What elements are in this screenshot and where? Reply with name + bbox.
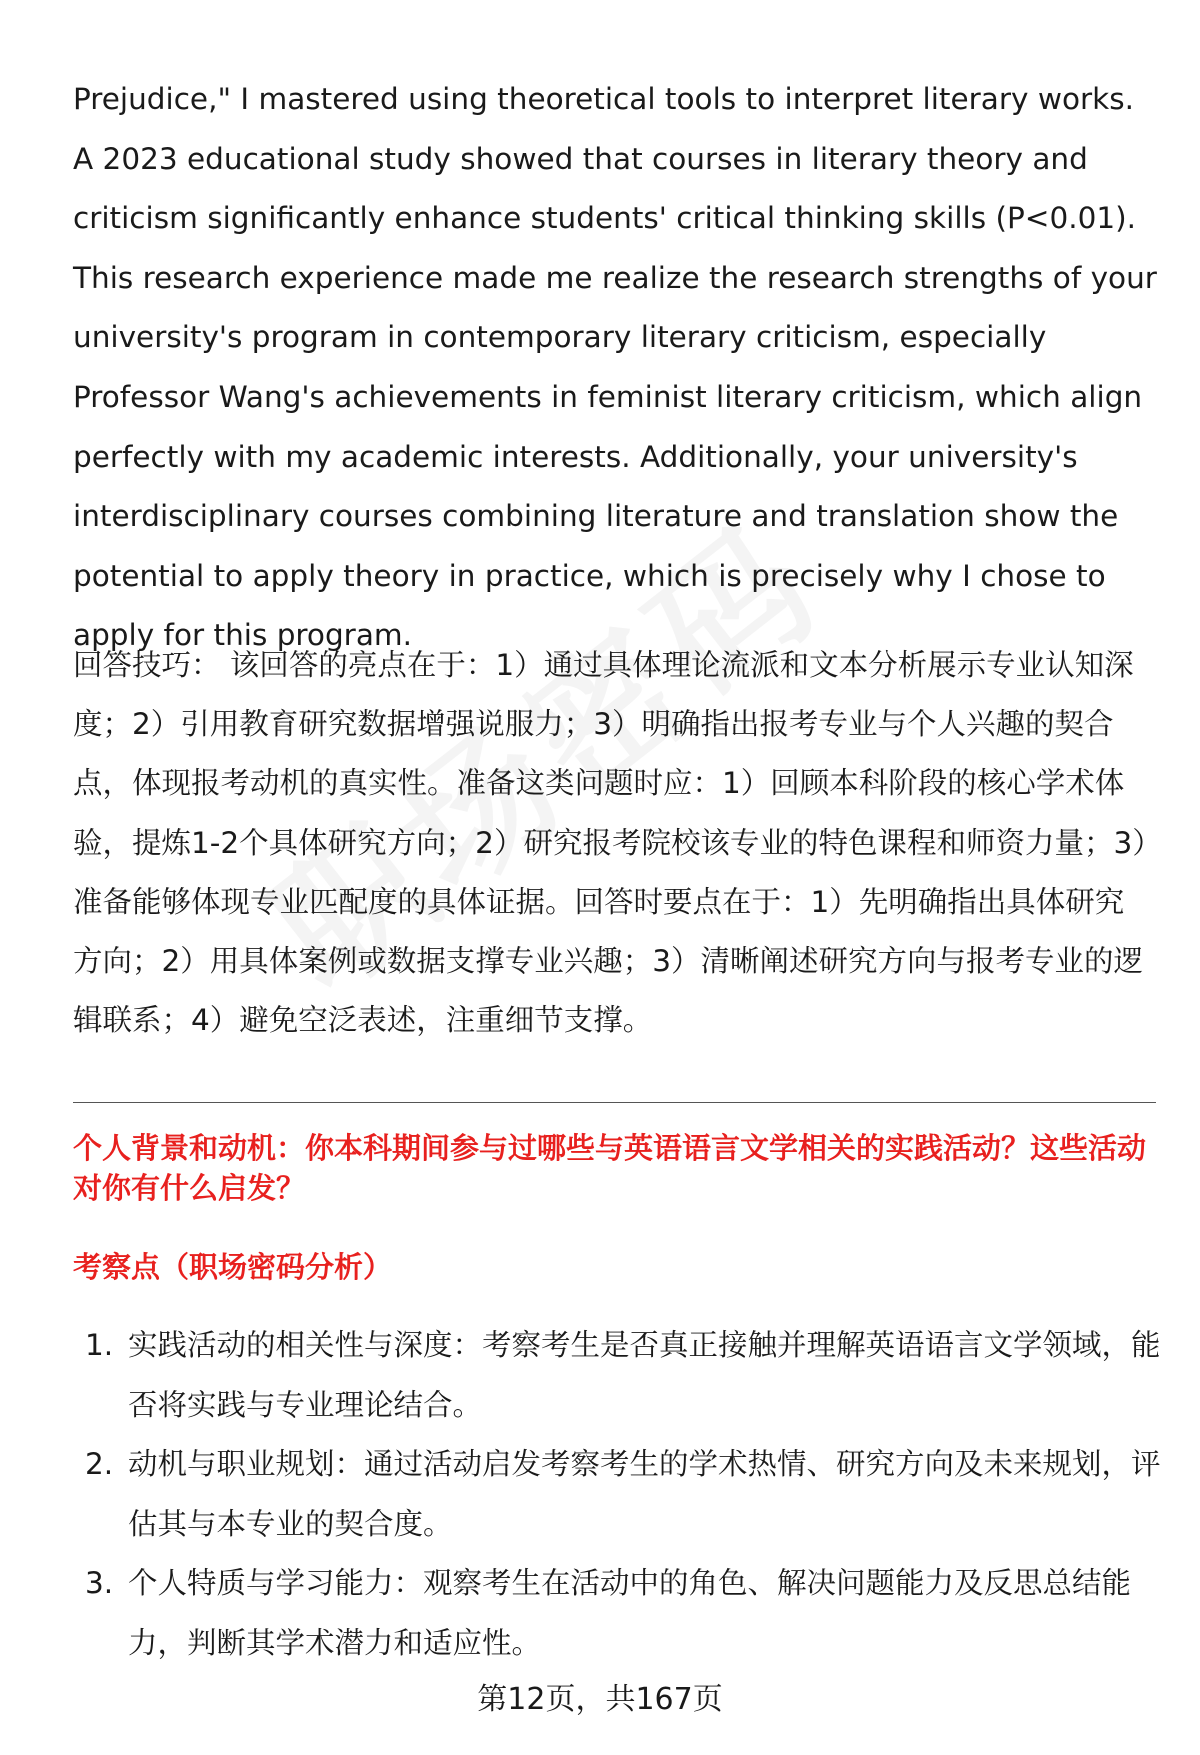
section-divider: [73, 1102, 1156, 1103]
list-item-text: 个人特质与学习能力：观察考生在活动中的角色、解决问题能力及反思总结能力，判断其学术潜力和适应性。: [128, 1566, 1132, 1660]
english-paragraph: Prejudice," I mastered using theoretical tools to interpret literary works. A 2023 educational study showed that courses in literary theory and criticism significantly enhance students' critical thinking skills (P<0.01). This research experience made me realize the research strengths of your university's program in contemporary literary criticism, especially Professor Wang's achievements in feminist literary criticism, which align perfectly with my academic interests. Additionally, your university's interdisciplinary courses combining literature and translation show the potential to apply theory in practice, which is precisely why I chose to apply for this program.: [73, 82, 1157, 653]
list-item-number: 3.: [85, 1566, 114, 1601]
list-item: [73, 1435, 1163, 1554]
assessment-points-list: [73, 1316, 1163, 1674]
list-item-text: 实践活动的相关性与深度：考察考生是否真正接触并理解英语语言文学领域，能否将实践与专业理论结合。: [128, 1328, 1161, 1422]
list-item-text: 动机与职业规划：通过活动启发考察考生的学术热情、研究方向及未来规划，评估其与本专业的契合度。: [128, 1447, 1161, 1541]
answer-tips-paragraph: 回答技巧： 该回答的亮点在于：1）通过具体理论流派和文本分析展示专业认知深度；2）引用教育研究数据增强说服力；3）明确指出报考专业与个人兴趣的契合点，体现报考动机的真实性。准备这类问题时应：1）回顾本科阶段的核心学术体验，提炼1-2个具体研究方向；2）研究报考院校该专业的特色课程和师资力量；3）准备能够体现专业匹配度的具体证据。回答时要点在于：1）先明确指出具体研究方向；2）用具体案例或数据支撑专业兴趣；3）清晰阐述研究方向与报考专业的逻辑联系；4）避免空泛表述，注重细节支撑。: [73, 648, 1147, 1038]
question-title: 个人背景和动机：你本科期间参与过哪些与英语语言文学相关的实践活动？这些活动对你有什么启发？: [73, 1131, 1147, 1205]
page-number-footer: 第12页，共167页: [477, 1682, 723, 1717]
list-item-number: 2.: [85, 1447, 114, 1482]
list-item: [73, 1316, 1163, 1435]
assessment-points-heading: 考察点（职场密码分析）: [73, 1250, 393, 1284]
list-item-number: 1.: [85, 1328, 114, 1362]
list-item: [73, 1554, 1163, 1673]
